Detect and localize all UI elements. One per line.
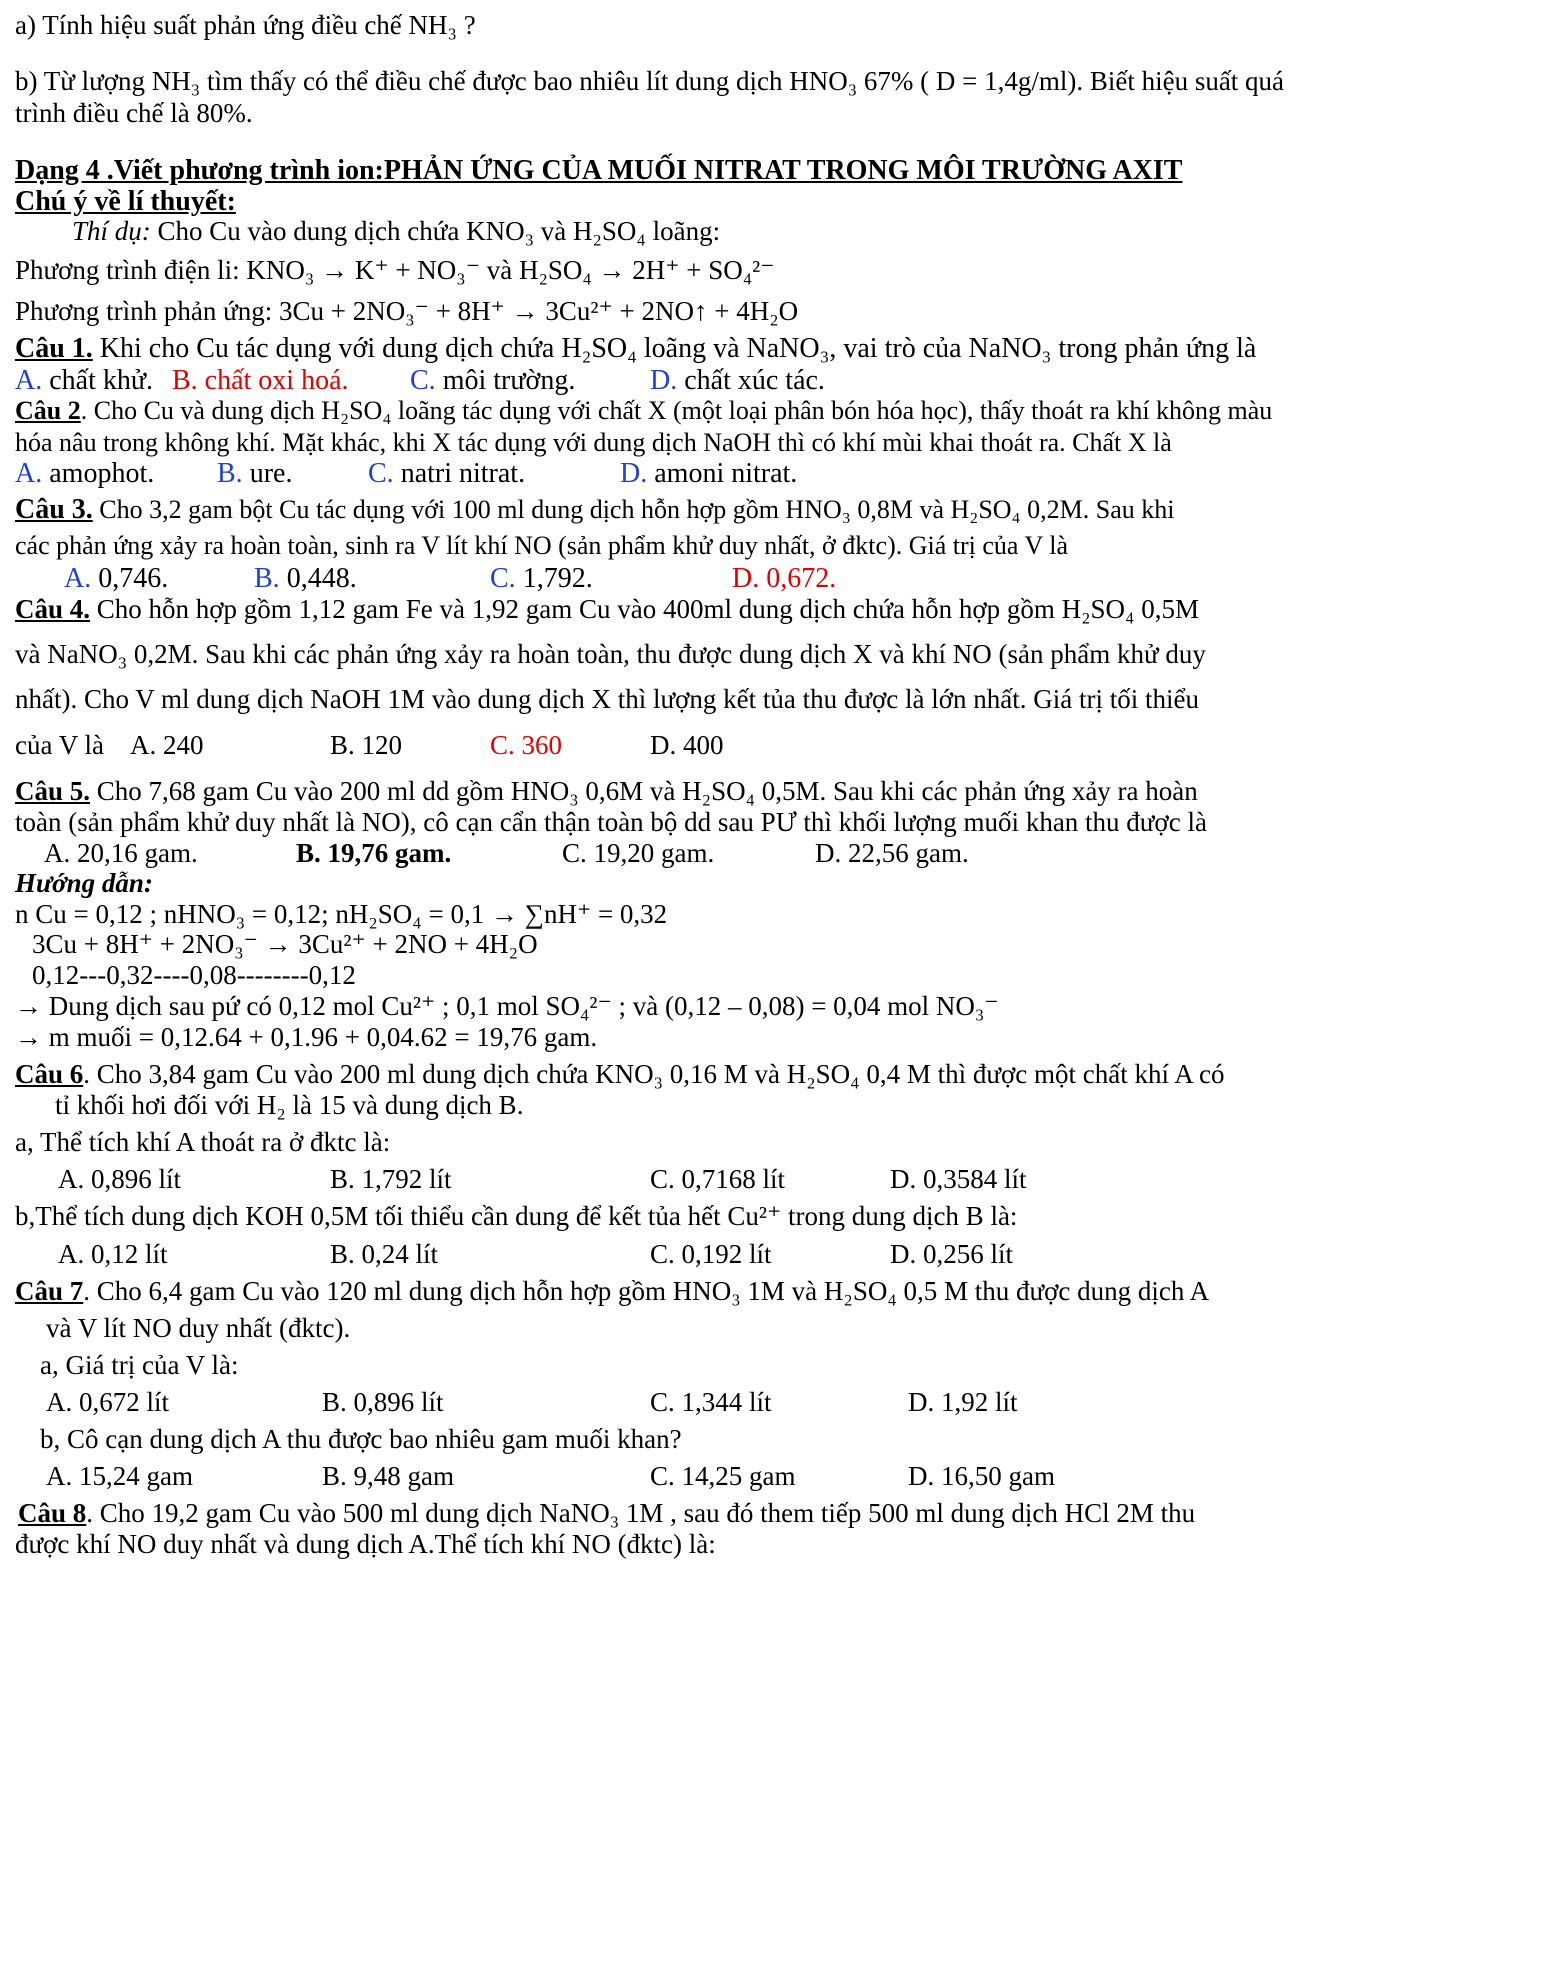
intro-a: a) Tính hiệu suất phản ứng điều chế NH₃ ? bbox=[15, 10, 476, 40]
q4-text1: Cho hỗn hợp gồm 1,12 gam Fe và 1,92 gam Cu vào 400ml dung dịch chứa hỗn hợp gồm H₂SO₄ 0,5M bbox=[90, 594, 1199, 624]
q4-stem-line1 bbox=[15, 594, 1199, 625]
q2-text1: . Cho Cu và dung dịch H₂SO₄ loãng tác dụng với chất X (một loại phân bón hóa học), thấy thoát ra khí không màu bbox=[80, 396, 1273, 425]
q3-option-d: D. 0,672. bbox=[732, 563, 837, 594]
q7-text1: . Cho 6,4 gam Cu vào 120 ml dung dịch hỗn hợp gồm HNO₃ 1M và H₂SO₄ 0,5 M thu được dung dịch A bbox=[83, 1276, 1210, 1306]
q4-stem-line3: nhất). Cho V ml dung dịch NaOH 1M vào dung dịch X thì lượng kết tủa thu được là lớn nhất. Giá trị tối thiểu bbox=[15, 684, 1199, 714]
q2-option-d bbox=[620, 458, 797, 490]
q4-stem-line2: và NaNO₃ 0,2M. Sau khi các phản ứng xảy ra hoàn toàn, thu được dung dịch X và khí NO (sản phẩm khử duy bbox=[15, 639, 1206, 669]
intro-b-line1: b) Từ lượng NH₃ tìm thấy có thể điều chế được bao nhiêu lít dung dịch HNO₃ 67% ( D = 1,4g/ml). Biết hiệu suất quá bbox=[15, 66, 1285, 96]
q6-a-option-a: A. 0,896 lít bbox=[58, 1164, 182, 1194]
q5-guide-line3: 0,12---0,32----0,08--------0,12 bbox=[32, 960, 356, 990]
q7-b-option-c: C. 14,25 gam bbox=[650, 1461, 796, 1491]
q2-option-c-letter: C. bbox=[368, 458, 394, 489]
q7-sub-b: b, Cô cạn dung dịch A thu được bao nhiêu gam muối khan? bbox=[40, 1424, 682, 1454]
q3-option-c-letter: C. bbox=[490, 563, 516, 594]
q8-text1: . Cho 19,2 gam Cu vào 500 ml dung dịch NaNO₃ 1M , sau đó them tiếp 500 ml dung dịch HCl 2M thu bbox=[86, 1498, 1196, 1528]
q2-option-b-text: ure. bbox=[242, 458, 293, 489]
q1-option-c-text: môi trường. bbox=[435, 365, 576, 396]
q2-stem-line2: hóa nâu trong không khí. Mặt khác, khi X tác dụng với dung dịch NaOH thì có khí mùi khai thoát ra. Chất X là bbox=[15, 428, 1172, 457]
q6-a-option-c: C. 0,7168 lít bbox=[650, 1164, 786, 1194]
q2-option-a-text: amophot. bbox=[42, 458, 155, 489]
example-line bbox=[72, 216, 720, 247]
q5-option-b: B. 19,76 gam. bbox=[296, 838, 452, 868]
q4-lead: của V là bbox=[15, 730, 104, 760]
q1-option-d-letter: D. bbox=[650, 365, 678, 396]
q6-b-option-a: A. 0,12 lít bbox=[58, 1239, 168, 1269]
q8-label: Câu 8 bbox=[18, 1498, 87, 1528]
intro-b-line2: trình điều chế là 80%. bbox=[15, 98, 253, 128]
q6-sub-a: a, Thể tích khí A thoát ra ở đktc là: bbox=[15, 1127, 391, 1157]
q3-option-a-text: 0,746. bbox=[91, 563, 169, 594]
q2-stem-line1 bbox=[15, 396, 1272, 426]
q2-option-b-letter: B. bbox=[217, 458, 243, 489]
q3-option-b-text: 0,448. bbox=[279, 563, 357, 594]
q3-option-a-letter: A. bbox=[64, 563, 92, 594]
q7-stem-line2: và V lít NO duy nhất (đktc). bbox=[46, 1313, 351, 1343]
example-label: Thí dụ: bbox=[72, 216, 151, 246]
q7-a-option-c: C. 1,344 lít bbox=[650, 1387, 772, 1417]
q3-stem-line1 bbox=[15, 494, 1174, 526]
q2-option-c bbox=[368, 458, 525, 490]
q5-option-a: A. 20,16 gam. bbox=[44, 838, 198, 868]
q1-option-b: B. chất oxi hoá. bbox=[172, 365, 349, 396]
q5-guide-title: Hướng dẫn: bbox=[15, 868, 153, 898]
q6-a-option-d: D. 0,3584 lít bbox=[890, 1164, 1027, 1194]
q1-option-a-letter: A. bbox=[15, 365, 43, 396]
q5-stem-line1 bbox=[15, 776, 1198, 807]
q2-option-b bbox=[217, 458, 292, 490]
note-title: Chú ý về lí thuyết: bbox=[15, 186, 236, 217]
q7-a-option-a: A. 0,672 lít bbox=[46, 1387, 170, 1417]
q8-stem-line2: được khí NO duy nhất và dung dịch A.Thể tích khí NO (đktc) là: bbox=[15, 1529, 716, 1559]
q2-option-d-text: amoni nitrat. bbox=[647, 458, 798, 489]
q4-option-c: C. 360 bbox=[490, 730, 563, 760]
section-heading: Dạng 4 .Viết phương trình ion:PHẢN ỨNG CỦA MUỐI NITRAT TRONG MÔI TRƯỜNG AXIT bbox=[15, 155, 1183, 186]
q1-option-c bbox=[410, 365, 575, 397]
q4-option-d: D. 400 bbox=[650, 730, 724, 760]
example-text: Cho Cu vào dung dịch chứa KNO₃ và H₂SO₄ loãng: bbox=[150, 216, 721, 246]
q2-option-a bbox=[15, 458, 154, 490]
q7-b-option-d: D. 16,50 gam bbox=[908, 1461, 1055, 1491]
q7-b-option-a: A. 15,24 gam bbox=[46, 1461, 193, 1491]
q6-text1: . Cho 3,84 gam Cu vào 200 ml dung dịch chứa KNO₃ 0,16 M và H₂SO₄ 0,4 M thì được một chất khí A có bbox=[83, 1059, 1225, 1089]
q3-option-b bbox=[254, 563, 357, 595]
q7-a-option-d: D. 1,92 lít bbox=[908, 1387, 1018, 1417]
q5-stem-line2: toàn (sản phẩm khử duy nhất là NO), cô cạn cẩn thận toàn bộ dd sau PƯ thì khối lượng muối khan thu được là bbox=[15, 807, 1207, 837]
q1-stem bbox=[15, 333, 1256, 365]
q6-a-option-b: B. 1,792 lít bbox=[330, 1164, 452, 1194]
q3-option-c bbox=[490, 563, 593, 595]
q1-option-c-letter: C. bbox=[410, 365, 436, 396]
q1-option-d bbox=[650, 365, 825, 397]
q5-label: Câu 5. bbox=[15, 776, 91, 806]
q5-guide-line1: n Cu = 0,12 ; nHNO₃ = 0,12; nH₂SO₄ = 0,1 → ∑nH⁺ = 0,32 bbox=[15, 899, 668, 929]
q1-option-d-text: chất xúc tác. bbox=[677, 365, 825, 396]
q5-guide-line2: 3Cu + 8H⁺ + 2NO₃⁻ → 3Cu²⁺ + 2NO + 4H₂O bbox=[32, 929, 538, 959]
q5-option-c: C. 19,20 gam. bbox=[562, 838, 715, 868]
q5-option-d: D. 22,56 gam. bbox=[815, 838, 969, 868]
q4-label: Câu 4. bbox=[15, 594, 91, 624]
q3-stem-line2: các phản ứng xảy ra hoàn toàn, sinh ra V lít khí NO (sản phẩm khử duy nhất, ở đktc). Giá trị của V là bbox=[15, 531, 1069, 560]
q3-option-a bbox=[64, 563, 168, 595]
q6-stem-line2: tỉ khối hơi đối với H₂ là 15 và dung dịch B. bbox=[55, 1090, 524, 1120]
q1-option-a bbox=[15, 365, 153, 397]
q4-option-a: A. 240 bbox=[130, 730, 204, 760]
q2-label: Câu 2 bbox=[15, 396, 81, 425]
q6-b-option-c: C. 0,192 lít bbox=[650, 1239, 772, 1269]
reaction-equation: Phương trình phản ứng: 3Cu + 2NO₃⁻ + 8H⁺ → 3Cu²⁺ + 2NO↑ + 4H₂O bbox=[15, 296, 799, 326]
q2-option-d-letter: D. bbox=[620, 458, 648, 489]
q6-b-option-d: D. 0,256 lít bbox=[890, 1239, 1014, 1269]
q3-label: Câu 3. bbox=[15, 494, 93, 525]
q6-stem-line1 bbox=[15, 1059, 1224, 1090]
q3-option-c-text: 1,792. bbox=[515, 563, 593, 594]
q1-label: Câu 1. bbox=[15, 333, 93, 364]
q3-text1: Cho 3,2 gam bột Cu tác dụng với 100 ml dung dịch hỗn hợp gồm HNO₃ 0,8M và H₂SO₄ 0,2M. Sau khi bbox=[92, 495, 1175, 524]
q7-stem-line1 bbox=[15, 1276, 1209, 1307]
q5-guide-line4: → Dung dịch sau pứ có 0,12 mol Cu²⁺ ; 0,1 mol SO₄²⁻ ; và (0,12 – 0,08) = 0,04 mol NO₃⁻ bbox=[15, 991, 999, 1021]
q7-sub-a: a, Giá trị của V là: bbox=[40, 1350, 239, 1380]
q8-stem-line1 bbox=[18, 1498, 1195, 1529]
q7-a-option-b: B. 0,896 lít bbox=[322, 1387, 444, 1417]
ionization-equation: Phương trình điện li: KNO₃ → K⁺ + NO₃⁻ và H₂SO₄ → 2H⁺ + SO₄²⁻ bbox=[15, 255, 775, 285]
q5-guide-line5: → m muối = 0,12.64 + 0,1.96 + 0,04.62 = 19,76 gam. bbox=[15, 1022, 598, 1052]
q3-option-b-letter: B. bbox=[254, 563, 280, 594]
q2-option-a-letter: A. bbox=[15, 458, 43, 489]
q6-label: Câu 6 bbox=[15, 1059, 84, 1089]
q7-b-option-b: B. 9,48 gam bbox=[322, 1461, 454, 1491]
q5-text1: Cho 7,68 gam Cu vào 200 ml dd gồm HNO₃ 0,6M và H₂SO₄ 0,5M. Sau khi các phản ứng xảy ra hoàn bbox=[90, 776, 1198, 806]
q1-option-a-text: chất khử. bbox=[42, 365, 154, 396]
q6-b-option-b: B. 0,24 lít bbox=[330, 1239, 439, 1269]
q7-label: Câu 7 bbox=[15, 1276, 84, 1306]
q4-option-b: B. 120 bbox=[330, 730, 403, 760]
q2-option-c-text: natri nitrat. bbox=[393, 458, 526, 489]
q6-sub-b: b,Thể tích dung dịch KOH 0,5M tối thiểu cần dung để kết tủa hết Cu²⁺ trong dung dịch B là: bbox=[15, 1201, 1018, 1231]
q1-text: Khi cho Cu tác dụng với dung dịch chứa H₂SO₄ loãng và NaNO₃, vai trò của NaNO₃ trong phản ứng là bbox=[92, 333, 1257, 364]
